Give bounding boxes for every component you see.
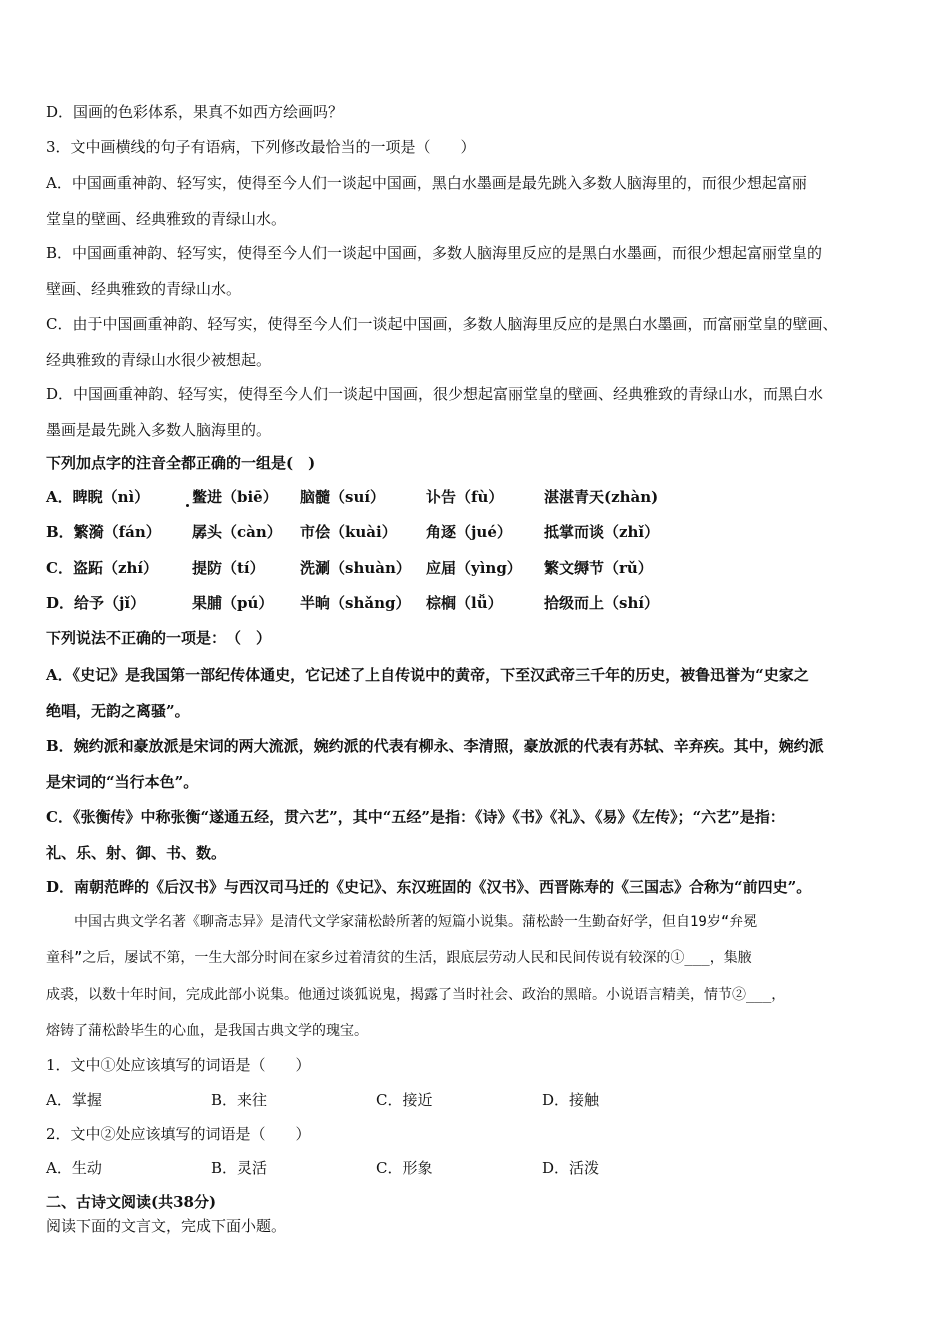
literature-question-title: 下列说法不正确的一项是： （ ）	[46, 629, 272, 647]
q1-option-a: A．掌握	[46, 1091, 102, 1109]
pinyin-item: 棕榈（lǚ）	[426, 594, 503, 612]
pinyin-item: 繁文缛节（rǔ）	[544, 559, 653, 577]
pinyin-item: 提防（tí）	[192, 559, 265, 577]
q2-option-d: D．国画的色彩体系，果真不如西方绘画吗？	[46, 103, 344, 121]
passage-line: 童科”之后，屡试不第，一生大部分时间在家乡过着清贫的生活，跟底层劳动人民和民间传说有较深的①___，集腋	[46, 950, 752, 966]
q3-option-c-line1: C．由于中国画重神韵、轻写实，使得至今人们一谈起中国画，多数人脑海里反应的是黑白水墨画，而富丽堂皇的壁画、	[46, 315, 838, 333]
literature-option-c-line2: 礼、乐、射、御、书、数。	[46, 844, 227, 862]
literature-option-b-line2: 是宋词的“当行本色”。	[46, 773, 199, 791]
q1-option-b: B．来往	[211, 1091, 268, 1109]
q1-option-d: D．接触	[542, 1091, 600, 1109]
pinyin-item: 应届（yìng）	[426, 559, 522, 577]
pinyin-item: 孱头（càn）	[192, 523, 282, 541]
q2-option-d: D．活泼	[542, 1159, 600, 1177]
q3-option-d-line1: D．中国画重神韵、轻写实，使得至今人们一谈起中国画，很少想起富丽堂皇的壁画、经典雅致的青绿山水，而黑白水	[46, 385, 824, 403]
q2-title: 2．文中②处应该填写的词语是（ ）	[46, 1125, 311, 1143]
literature-option-c-line1: C．《张衡传》中称张衡“遂通五经，贯六艺”，其中“五经”是指：《诗》《书》《礼》、《易》《左传》；“六艺”是指：	[46, 808, 785, 826]
q3-option-a-line2: 堂皇的壁画、经典雅致的青绿山水。	[46, 210, 287, 228]
q2-option-a: A．生动	[46, 1159, 102, 1177]
q2-option-c: C．形象	[376, 1159, 433, 1177]
q1-title: 1．文中①处应该填写的词语是（ ）	[46, 1056, 311, 1074]
pinyin-item: 鳖进（biē）	[192, 488, 278, 506]
pinyin-item: 讣告（fù）	[426, 488, 504, 506]
section-heading: 二、古诗文阅读(共38分)	[46, 1193, 217, 1211]
pinyin-item: 果脯（pú）	[192, 594, 274, 612]
pinyin-item: 市侩（kuài）	[300, 523, 397, 541]
pinyin-item: 湛湛青天(zhàn)	[544, 488, 659, 506]
passage-line: 熔铸了蒲松龄毕生的心血，是我国古典文学的瑰宝。	[46, 1023, 368, 1039]
literature-option-b-line1: B．婉约派和豪放派是宋词的两大流派，婉约派的代表有柳永、李清照，豪放派的代表有苏轼、辛弃疾。其中，婉约派	[46, 737, 824, 755]
pinyin-item: 半晌（shǎng）	[300, 594, 411, 612]
q3-option-c-line2: 经典雅致的青绿山水很少被想起。	[46, 351, 272, 369]
passage-line: 中国古典文学名著《聊斋志异》是清代文学家蒲松龄所著的短篇小说集。蒲松龄一生勤奋好学，但自19岁“弁冕	[46, 914, 758, 930]
q3-title: 3．文中画横线的句子有语病，下列修改最恰当的一项是（ ）	[46, 138, 476, 156]
q3-option-b-line2: 壁画、经典雅致的青绿山水。	[46, 280, 242, 298]
pinyin-item: 抵掌而谈（zhǐ）	[544, 523, 660, 541]
section-instruction: 阅读下面的文言文，完成下面小题。	[46, 1217, 287, 1235]
pinyin-item: 拾级而上（shí）	[544, 594, 660, 612]
pinyin-question-title: 下列加点字的注音全都正确的一组是( )	[46, 454, 316, 472]
pinyin-item: D．给予（jǐ）	[46, 594, 146, 612]
pinyin-item: 脑髓（suí）	[300, 488, 386, 506]
pinyin-item: 角逐（jué）	[426, 523, 512, 541]
q2-option-b: B．灵活	[211, 1159, 268, 1177]
emphasis-dot	[186, 504, 189, 507]
pinyin-item: 洗涮（shuàn）	[300, 559, 411, 577]
q3-option-b-line1: B．中国画重神韵、轻写实，使得至今人们一谈起中国画，多数人脑海里反应的是黑白水墨画，而很少想起富丽堂皇的	[46, 244, 823, 262]
q1-option-c: C．接近	[376, 1091, 433, 1109]
literature-option-a-line1: A．《史记》是我国第一部纪传体通史，它记述了上自传说中的黄帝，下至汉武帝三千年的历史，被鲁迅誉为“史家之	[46, 666, 809, 684]
passage-line: 成裘，以数十年时间，完成此部小说集。他通过谈狐说鬼，揭露了当时社会、政治的黑暗。小说语言精美，情节②___，	[46, 987, 786, 1003]
pinyin-item: C．盗跖（zhí）	[46, 559, 159, 577]
q3-option-a-line1: A．中国画重神韵、轻写实，使得至今人们一谈起中国画，黑白水墨画是最先跳入多数人脑海里的，而很少想起富丽	[46, 174, 807, 192]
pinyin-item: A．睥睨（nì）	[46, 488, 150, 506]
literature-option-d: D．南朝范晔的《后汉书》与西汉司马迁的《史记》、东汉班固的《汉书》、西晋陈寿的《三国志》合称为“前四史”。	[46, 878, 812, 896]
pinyin-item: B．繁漪（fán）	[46, 523, 161, 541]
literature-option-a-line2: 绝唱，无韵之离骚”。	[46, 702, 190, 720]
q3-option-d-line2: 墨画是最先跳入多数人脑海里的。	[46, 421, 272, 439]
